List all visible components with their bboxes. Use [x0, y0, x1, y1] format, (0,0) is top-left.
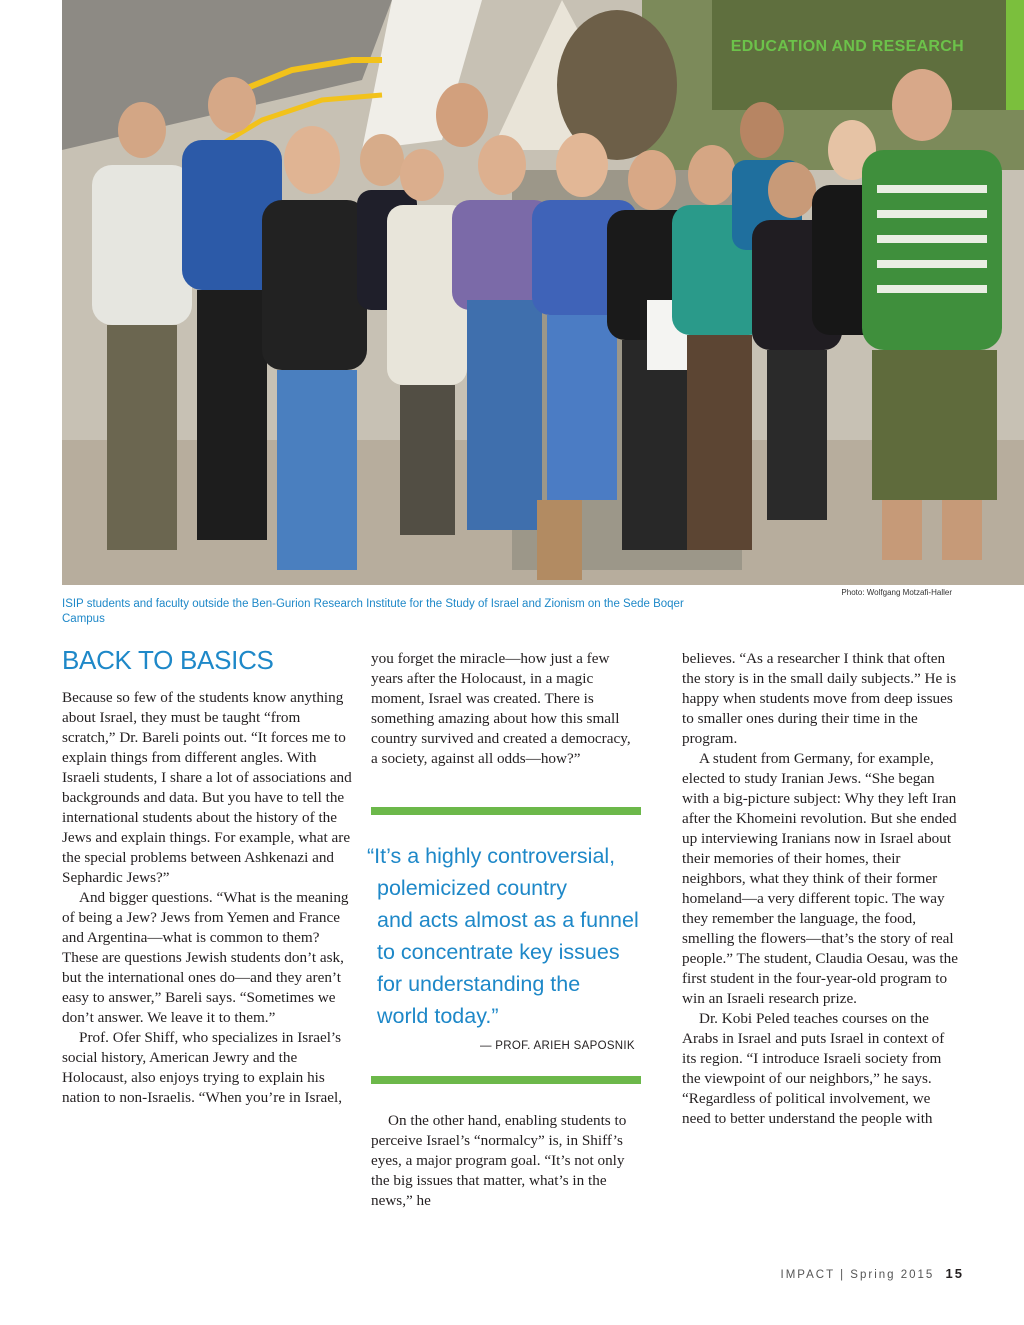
pull-quote-line: to concentrate key issues	[377, 940, 620, 964]
paragraph: Because so few of the students know anything about Israel, they must be taught “from scratch,” Dr. Bareli points out. “It forces me to explain things from different angles. With Israeli students, I share a lot of associations and backgrounds and data. But you have to tell the international students about the history of the Jews and explain things. For example, what are the special problems between Ashkenazi and Sephardic Jews?”	[62, 689, 352, 886]
pull-quote	[367, 840, 657, 1032]
photo-credit: Photo: Wolfgang Motzafi-Haller	[841, 588, 952, 597]
pull-quote-bottom-rule	[371, 1076, 641, 1084]
section-heading: BACK TO BASICS	[62, 645, 274, 675]
article-column-2-bottom	[371, 1111, 641, 1211]
article-column-1	[62, 688, 352, 1108]
group-photo	[62, 0, 1024, 585]
pull-quote-attribution: — PROF. ARIEH SAPOSNIK	[480, 1040, 635, 1052]
pull-quote-line: “It’s a highly controversial,	[367, 844, 616, 868]
paragraph: Dr. Kobi Peled teaches courses on the Arabs in Israel and puts Israel in context of its region. “I introduce Israeli society from the viewpoint of our neighbors,” he says. “Regardless of political involvement, we need to better understand the people with	[682, 1010, 945, 1127]
pull-quote-top-rule	[371, 807, 641, 815]
pull-quote-line: polemicized country	[377, 876, 568, 900]
section-tag: EDUCATION AND RESEARCH	[730, 38, 964, 55]
paragraph: On the other hand, enabling students to perceive Israel’s “normalcy” is, in Shiff’s eyes, a major program goal. “It’s not only the big issues that matter, what’s in the news,” he	[371, 1112, 627, 1209]
article-column-2-top	[371, 649, 641, 769]
paragraph: Prof. Ofer Shiff, who specializes in Israel’s social history, American Jewry and the Holocaust, also enjoys trying to explain his nation to non-Israelis. “When you’re in Israel,	[62, 1029, 343, 1106]
paragraph: A student from Germany, for example, elected to study Iranian Jews. “She began with a big-picture subject: Why they left Iran after the Khomeini revolution. But she ended up interviewing Iranians now in Israel about their memories of their homes, their neighbors, what they think of their former homeland—a very different topic. The way they remember the language, the food, smelling the flowers—that’s the story of real people.” The student, Claudia Oesau, was the first student in the four-year-old program to win an Israeli research prize.	[682, 750, 958, 1007]
page-footer	[781, 1266, 964, 1281]
page-number: 15	[945, 1266, 964, 1281]
paragraph: And bigger questions. “What is the meaning of being a Jew? Jews from Yemen and France and Argentina—what is common to them? These are questions Jewish students don’t ask, but the international ones do—and they aren’t easy to answer,” Bareli says. “Sometimes we don’t answer. We leave it to them.”	[62, 889, 349, 1026]
pull-quote-line: for understanding the	[377, 972, 581, 996]
publication-name: IMPACT | Spring 2015	[780, 1269, 935, 1281]
group-photo-illustration	[62, 0, 1024, 585]
green-edge-bar	[1006, 0, 1024, 110]
article-column-3	[682, 649, 962, 1129]
paragraph: believes. “As a researcher I think that often the story is in the small daily subjects.” He is happy when students move from deep issues to smaller ones during their time in the program.	[682, 650, 957, 747]
photo-caption: ISIP students and faculty outside the Ben-Gurion Research Institute for the Study of Israel and Zionism on the Sede Boqer Campus	[62, 598, 684, 625]
paragraph: you forget the miracle—how just a few years after the Holocaust, in a magic moment, Israel was created. There is something amazing about how this small country survived and created a democracy, a society, against all odds—how?”	[371, 650, 631, 767]
pull-quote-line: world today.”	[377, 1004, 499, 1028]
pull-quote-line: and acts almost as a funnel	[377, 908, 639, 932]
